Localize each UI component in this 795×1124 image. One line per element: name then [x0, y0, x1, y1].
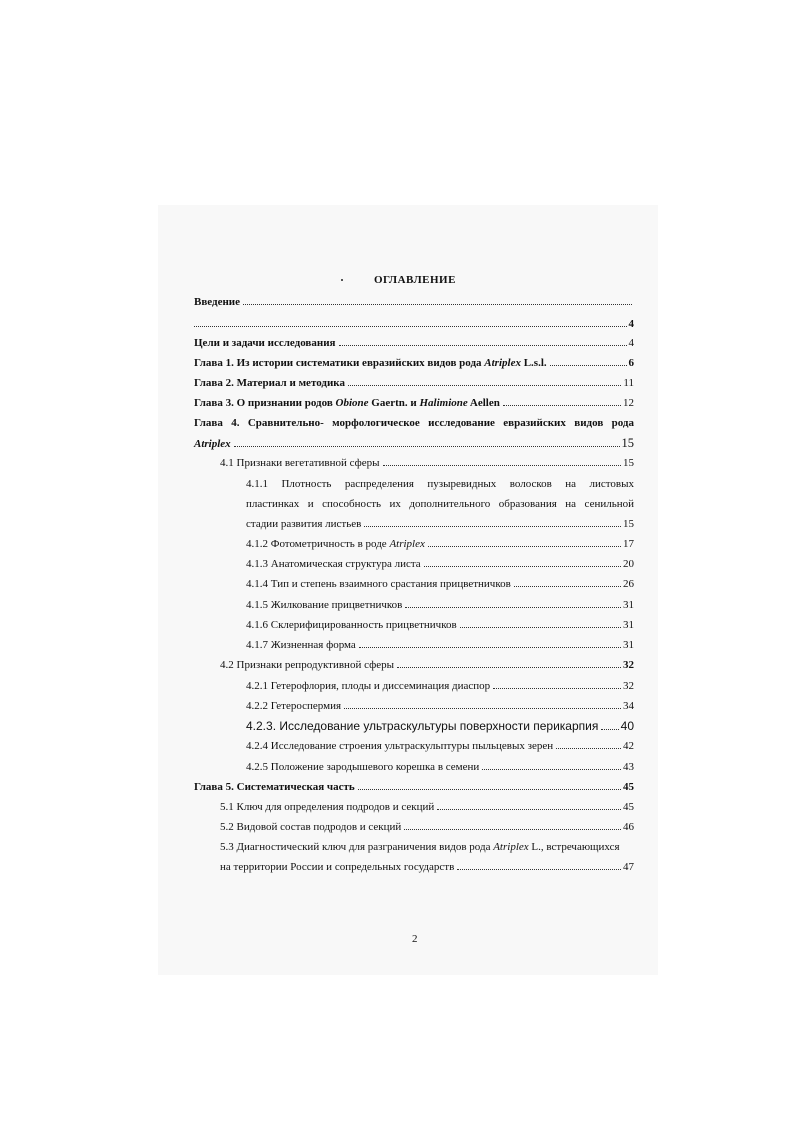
toc-entry-5-3[interactable]: [220, 858, 634, 876]
toc-entry-text: на территории России и сопредельных государств: [220, 861, 455, 873]
toc-entry-text: 4.2.4 Исследование строения ультраскульптуры пыльцевых зерен: [246, 740, 554, 752]
toc-entry-4-1-4[interactable]: [246, 575, 634, 593]
toc-entry-page: 45: [623, 801, 634, 813]
dot-leader: [194, 326, 627, 327]
toc-entry-page: 26: [623, 578, 634, 590]
toc-entry-page: 31: [623, 639, 634, 651]
toc-entry-page: 20: [623, 558, 634, 570]
dot-leader: [383, 465, 621, 466]
page-title: ОГЛАВЛЕНИЕ: [374, 274, 456, 286]
toc-entry-page: 15: [623, 457, 634, 469]
toc-entry-4-1-7[interactable]: [246, 636, 634, 654]
dot-leader: [503, 405, 621, 406]
toc-entry-text: 4.2.5 Положение зародышевого корешка в семени: [246, 761, 480, 773]
toc-entry-page: 15: [623, 518, 634, 530]
toc-entry-5-2[interactable]: [220, 818, 634, 836]
toc-entry-text: Глава 3. О признании родов Obione Gaertn. и Halimione Aellen: [194, 397, 500, 409]
toc-entry-4-1-6[interactable]: [246, 616, 634, 634]
toc-entry-page: 6: [628, 357, 634, 369]
scan-speck: [341, 279, 343, 281]
dot-leader: [348, 385, 621, 386]
dot-leader: [339, 345, 627, 346]
dot-leader: [364, 526, 621, 527]
toc-entry-text: 5.1 Ключ для определения подродов и секций: [220, 801, 435, 813]
dot-leader: [550, 365, 627, 366]
toc-entry-page: 11: [623, 377, 634, 389]
toc-entry-page: 42: [623, 740, 634, 752]
toc-entry-4-1[interactable]: [220, 454, 634, 472]
dot-leader: [482, 769, 621, 770]
dot-leader: [358, 789, 621, 790]
toc-entry-text: Atriplex: [194, 438, 231, 450]
toc-entry-text: 5.3 Диагностический ключ для разграничения видов рода Atriplex L., встречающихся: [220, 841, 620, 853]
dot-leader: [493, 688, 621, 689]
toc-entry-4-2[interactable]: [220, 656, 634, 674]
toc-entry-4-1-1[interactable]: [246, 515, 634, 533]
toc-entry-4-1-2[interactable]: [246, 535, 634, 553]
toc-entry-page: 31: [623, 619, 634, 631]
toc-entry-text: Глава 1. Из истории систематики евразийских видов рода Atriplex L.s.l.: [194, 357, 547, 369]
dot-leader: [359, 647, 621, 648]
toc-entry-text: 4.1.3 Анатомическая структура листа: [246, 558, 421, 570]
toc-entry-page: 17: [623, 538, 634, 550]
toc-entry-page: 43: [623, 761, 634, 773]
toc-entry-page: 32: [623, 680, 634, 692]
toc-entry-page: 4: [628, 337, 634, 349]
toc-entry-4-2-3[interactable]: [246, 717, 634, 735]
toc-entry-goals[interactable]: [194, 334, 634, 352]
dot-leader: [457, 869, 621, 870]
toc-entry-intro-page-line: [194, 315, 634, 333]
toc-entry-4-1-1-line2: пластинках и способность их дополнительного образования на сенильной: [246, 498, 634, 510]
toc-entry-5-3-line1[interactable]: [220, 838, 634, 856]
toc-entry-chapter-3[interactable]: [194, 394, 634, 412]
toc-entry-text: 4.1 Признаки вегетативной сферы: [220, 457, 380, 469]
toc-entry-page: 32: [623, 659, 634, 671]
toc-entry-page: 46: [623, 821, 634, 833]
toc-entry-text: 4.2.1 Гетерофлория, плоды и диссеминация диаспор: [246, 680, 491, 692]
dot-leader: [344, 708, 621, 709]
toc-entry-page: 40: [620, 719, 634, 733]
toc-entry-page: 12: [623, 397, 634, 409]
dot-leader: [404, 829, 621, 830]
toc-entry-text: 4.1.2 Фотометричность в роде Atriplex: [246, 538, 425, 550]
toc-entry-text: 4.1.4 Тип и степень взаимного срастания прицветничков: [246, 578, 511, 590]
toc-entry-4-1-5[interactable]: [246, 596, 634, 614]
toc-entry-page: 4: [628, 318, 634, 330]
toc-entry-text: Введение: [194, 296, 241, 308]
toc-entry-4-2-1[interactable]: [246, 677, 634, 695]
toc-entry-text: 4.1.5 Жилкование прицветничков: [246, 599, 403, 611]
toc-entry-chapter-4-line1[interactable]: Глава 4. Сравнительно- морфологическое исследование евразийских видов рода: [194, 417, 634, 429]
toc-entry-intro[interactable]: [194, 293, 634, 311]
toc-entry-text: 4.2.2 Гетероспермия: [246, 700, 342, 712]
toc-entry-chapter-5[interactable]: [194, 778, 634, 796]
dot-leader: [428, 546, 621, 547]
toc-entry-4-1-1-line1[interactable]: 4.1.1 Плотность распределения пузыревидных волосков на листовых: [246, 478, 634, 490]
toc-entry-text: стадии развития листьев: [246, 518, 362, 530]
toc-entry-4-2-4[interactable]: [246, 737, 634, 755]
toc-entry-page: 45: [623, 781, 634, 793]
dot-leader: [460, 627, 621, 628]
toc-entry-4-1-3[interactable]: [246, 555, 634, 573]
dot-leader: [437, 809, 621, 810]
dot-leader: [397, 667, 621, 668]
toc-entry-4-2-5[interactable]: [246, 758, 634, 776]
toc-entry-page: 47: [623, 861, 634, 873]
toc-entry-chapter-4[interactable]: [194, 434, 634, 452]
toc-entry-chapter-2[interactable]: [194, 374, 634, 392]
toc-entry-4-2-2[interactable]: [246, 697, 634, 715]
dot-leader: [424, 566, 621, 567]
toc-entry-chapter-1[interactable]: [194, 354, 634, 372]
dot-leader: [234, 446, 620, 447]
toc-entry-text: 4.1.6 Склерифицированность прицветничков: [246, 619, 457, 631]
toc-entry-page: 34: [623, 700, 634, 712]
toc-entry-page: 31: [623, 599, 634, 611]
toc-entry-text: 4.2.3. Исследование ультраскультуры поверхности перикарпия: [246, 719, 599, 733]
toc-entry-text: 4.2 Признаки репродуктивной сферы: [220, 659, 395, 671]
dot-leader: [243, 304, 632, 305]
toc-entry-text: 4.1.7 Жизненная форма: [246, 639, 356, 651]
dot-leader: [514, 586, 621, 587]
toc-entry-text: Глава 2. Материал и методика: [194, 377, 345, 389]
page-number: 2: [412, 933, 418, 945]
toc-entry-text: Глава 5. Систематическая часть: [194, 781, 355, 793]
toc-entry-5-1[interactable]: [220, 798, 634, 816]
toc-entry-text: 5.2 Видовой состав подродов и секций: [220, 821, 402, 833]
toc-entry-text: Цели и задачи исследования: [194, 337, 336, 349]
toc-entry-page: 15: [621, 436, 634, 450]
dot-leader: [556, 748, 621, 749]
dot-leader: [601, 729, 618, 730]
dot-leader: [405, 607, 621, 608]
